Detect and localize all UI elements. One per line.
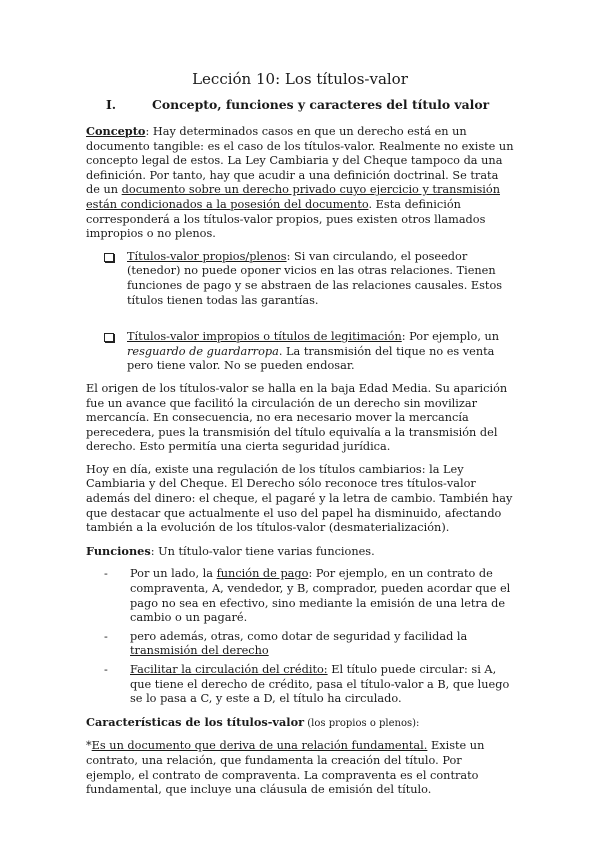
list-item-body: : Si van circulando, el poseedor (tenedor) no puede oponer vicios en las otras relaciones. Tienen funciones de pago y se abstraen de las relaciones causales. Estos títulos tienen todas las garantías. (127, 249, 503, 307)
checkbox-bullet-icon (104, 333, 114, 342)
caracteristicas-label: Características de los títulos-valor (86, 714, 305, 729)
checkbox-bullet-icon (104, 253, 114, 262)
list-item-body-a: Por un lado, la (130, 567, 217, 581)
list-item-body-b: : Por ejemplo, en un contrato de compraventa, A, vendedor, y B, comprador, pueden acordar que el pago no sea en efectivo, sino mediante la emisión de una letra de cambio o un pagaré. (130, 567, 511, 625)
list-item-term: Títulos-valor propios/plenos (127, 249, 287, 263)
paragraph-funciones (86, 544, 514, 560)
list-item-term: transmisión del derecho (130, 644, 269, 658)
list-item (86, 567, 514, 625)
list-item-term: Facilitar la circulación del crédito: (130, 663, 328, 676)
types-list (86, 250, 514, 374)
list-item-text (130, 567, 514, 625)
dash-bullet: - (104, 629, 108, 643)
list-item-text (130, 663, 514, 707)
section-heading-text: Concepto, funciones y caracteres del título valor (152, 97, 490, 112)
section-heading (86, 97, 514, 112)
dash-bullet: - (104, 663, 108, 676)
paragraph-caracteristicas (86, 715, 514, 732)
list-item (86, 250, 514, 308)
functions-list (86, 567, 514, 706)
paragraph-documento (86, 739, 514, 797)
list-item-body-b: El título puede circular: si A, que tiene el derecho de crédito, pasa el título-valor a B, que luego se lo pasa a C, y este a D, el título ha circulado. (130, 663, 510, 706)
list-item-term: función de pago (216, 567, 309, 581)
dash-bullet: - (104, 567, 108, 581)
concepto-text-a: : Hay determinados casos en que un derecho está en un documento tangible: es el caso de los títulos-valor. Realmente no existe un concepto legal de estos. La Ley Cambiaria y del Cheque tampoco da una definición. Por tanto, hay que acudir a una definición doctrinal. Se trata de un (86, 125, 514, 197)
list-item (86, 663, 514, 707)
paragraph-origen: El origen de los títulos-valor se halla en la baja Edad Media. Su aparición fue un avance que facilitó la circulación de un derecho sin movilizar mercancía. En consecuencia, no era necesario mover la mercancía perecedera, pues la transmisión del título equivalía a la transmisión del derecho. Esto permitía una cierta seguridad jurídica. (86, 381, 508, 454)
list-item-example: resguardo de guardarropa (127, 344, 279, 358)
list-item-text (127, 250, 514, 308)
asterisk: * (86, 739, 92, 753)
funciones-label: Funciones (86, 543, 151, 558)
list-item-body-a: : Por ejemplo, un (401, 330, 500, 344)
list-item-text (127, 330, 514, 374)
concepto-text-b: . Esta definición corresponderá a los títulos-valor propios, pues existen otros llamados impropios o no plenos. (86, 197, 486, 241)
documento-term: Es un documento que deriva de una relación fundamental. (91, 739, 428, 753)
list-item-body-a: pero además, otras, como dotar de seguridad y facilidad la (130, 629, 468, 643)
list-item-body-b: . La transmisión del tique no es venta pero tiene valor. No se pueden endosar. (127, 344, 495, 373)
section-number: I. (106, 97, 117, 112)
list-item-text (130, 630, 514, 659)
funciones-text: : Un título-valor tiene varias funciones. (150, 544, 375, 558)
page-title: Lección 10: Los títulos-valor (192, 70, 408, 88)
concepto-definition: documento sobre un derecho privado cuyo ejercicio y transmisión están condicionados a la posesión del documento (86, 183, 500, 211)
paragraph-concepto (86, 124, 514, 242)
caracteristicas-note: (los propios o plenos): (304, 717, 420, 729)
list-item-term: Títulos-valor impropios o títulos de legitimación (127, 330, 402, 344)
concepto-label: Concepto (86, 124, 146, 138)
paragraph-regulacion: Hoy en día, existe una regulación de los títulos cambiarios: la Ley Cambiaria y del Cheque. El Derecho sólo reconoce tres títulos-valor además del dinero: el cheque, el pagaré y la letra de cambio. También hay que destacar que actualmente el uso del papel ha disminuido, afectando también a la evolución de los títulos-valor (desmaterialización). (86, 462, 513, 535)
documento-text: Existe un contrato, una relación, que fundamenta la creación del título. Por ejemplo, el contrato de compraventa. La compraventa es el contrato fundamental, que incluye una cláusula de emisión del título. (86, 739, 485, 797)
list-item (86, 630, 514, 659)
list-item (86, 330, 514, 374)
